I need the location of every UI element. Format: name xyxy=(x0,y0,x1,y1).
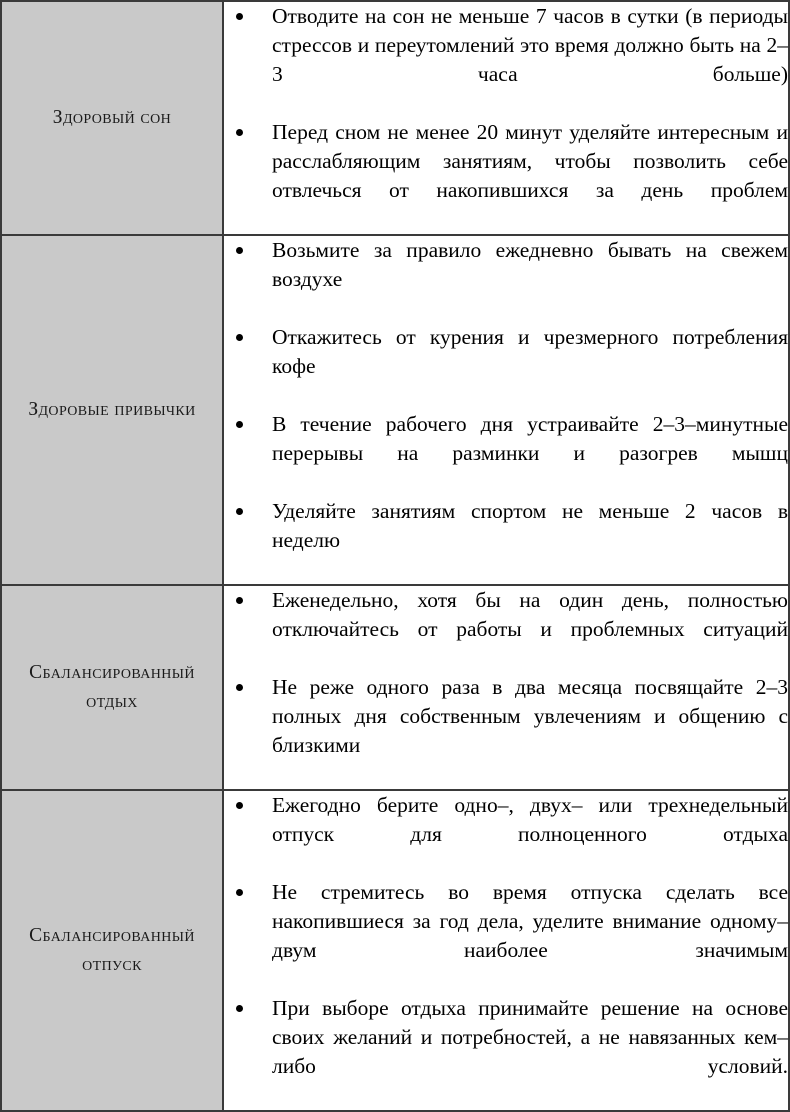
bullet-icon xyxy=(236,508,243,515)
recommendation-list xyxy=(224,586,788,789)
table-body xyxy=(1,1,789,1111)
category-label: Сбалансированный отпуск xyxy=(29,925,195,975)
table-row xyxy=(1,1,789,235)
list-item xyxy=(224,410,788,497)
list-item xyxy=(224,791,788,878)
recommendation-list xyxy=(224,791,788,1110)
table-row xyxy=(1,585,789,790)
bullet-icon xyxy=(236,684,243,691)
table-row xyxy=(1,235,789,585)
recommendations-cell xyxy=(223,790,789,1111)
list-item-text: Перед сном не менее 20 минут уделяйте интересным и расслабляющим занятиям, чтобы позволить себе отвлечься от накопившихся за день проблем xyxy=(272,120,788,202)
category-cell xyxy=(1,790,223,1111)
list-item xyxy=(224,673,788,789)
recommendation-list xyxy=(224,2,788,234)
list-item-text: Откажитесь от курения и чрезмерного потребления кофе xyxy=(272,325,788,378)
list-item-text: Не реже одного раза в два месяца посвящайте 2–3 полных дня собственным увлечениям и общению с близкими xyxy=(272,675,788,757)
category-cell xyxy=(1,235,223,585)
bullet-icon xyxy=(236,13,243,20)
bullet-icon xyxy=(236,421,243,428)
bullet-icon xyxy=(236,597,243,604)
recommendations-cell xyxy=(223,585,789,790)
recommendation-list xyxy=(224,236,788,584)
list-item xyxy=(224,586,788,673)
bullet-icon xyxy=(236,1005,243,1012)
category-cell xyxy=(1,585,223,790)
category-label: Здоровый сон xyxy=(52,106,172,128)
list-item-text: В течение рабочего дня устраивайте 2–3–минутные перерывы на разминки и разогрев мышц xyxy=(272,412,788,465)
list-item-text: Ежегодно берите одно–, двух– или трехнедельный отпуск для полноценного отдыха xyxy=(272,793,788,846)
list-item xyxy=(224,2,788,118)
category-label: Сбалансированный отдых xyxy=(29,662,195,712)
list-item-text: Не стремитесь во время отпуска сделать все накопившиеся за год дела, уделите внимание одному–двум наиболее значимым xyxy=(272,880,788,962)
list-item-text: Уделяйте занятиям спортом не меньше 2 часов в неделю xyxy=(272,499,788,552)
bullet-icon xyxy=(236,889,243,896)
category-cell xyxy=(1,1,223,235)
list-item-text: При выборе отдыха принимайте решение на основе своих желаний и потребностей, а не навязанных кем–либо условий. xyxy=(272,996,788,1078)
bullet-icon xyxy=(236,802,243,809)
list-item xyxy=(224,994,788,1110)
table-row xyxy=(1,790,789,1111)
list-item xyxy=(224,497,788,584)
list-item xyxy=(224,878,788,994)
list-item-text: Возьмите за правило ежедневно бывать на свежем воздухе xyxy=(272,238,788,291)
list-item-text: Отводите на сон не меньше 7 часов в сутки (в периоды стрессов и переутомлений это время должно быть на 2–3 часа больше) xyxy=(272,4,788,86)
bullet-icon xyxy=(236,334,243,341)
bullet-icon xyxy=(236,247,243,254)
recommendations-cell xyxy=(223,235,789,585)
list-item xyxy=(224,236,788,323)
recommendations-cell xyxy=(223,1,789,235)
list-item xyxy=(224,323,788,410)
category-label: Здоровые привычки xyxy=(28,398,196,420)
bullet-icon xyxy=(236,129,243,136)
list-item-text: Еженедельно, хотя бы на один день, полностью отключайтесь от работы и проблемных ситуаций xyxy=(272,588,788,641)
list-item xyxy=(224,118,788,234)
